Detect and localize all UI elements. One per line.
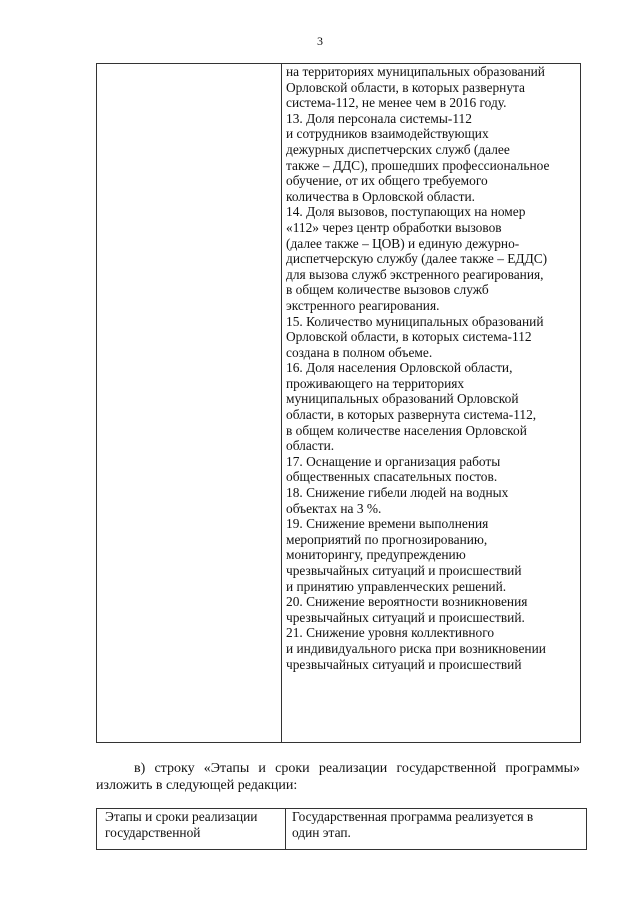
- table-row: [97, 809, 587, 850]
- page-number: 3: [317, 34, 323, 48]
- indicator-paragraph: 14. Доля вызовов, поступающих на номер «112» через центр обработки вызовов (далее также – ЦОВ) и единую дежурно- диспетчерскую службу (далее также – ЕДДС) для вызова служб экстренного реагирования, в общем количестве вызовов служб экстренного реагирования.: [286, 204, 548, 313]
- amendment-intro-text: в) строку «Этапы и сроки реализации государственной программы» изложить в следующей редакции:: [96, 761, 580, 793]
- indicator-paragraph: 13. Доля персонала системы-112 и сотрудников взаимодействующих дежурных диспетчерских служб (далее также – ДДС), прошедших профессиональное обучение, от их общего требуемого количества в Орловской области.: [286, 110, 550, 204]
- stages-label: Этапы и сроки реализации государственной: [105, 809, 258, 840]
- indicator-paragraph: 15. Количество муниципальных образований Орловской области, в которых система-112 создана в полном объеме.: [286, 313, 544, 360]
- table-cell-left: [97, 64, 282, 743]
- indicator-paragraph: на территориях муниципальных образований Орловской области, в которых развернута система-112, не менее чем в 2016 году.: [286, 64, 545, 111]
- indicator-paragraph: 21. Снижение уровня коллективного и индивидуального риска при возникновении чрезвычайных ситуаций и происшествий: [286, 625, 546, 672]
- stages-label-cell: [97, 809, 286, 850]
- table-row: [97, 64, 581, 743]
- indicator-paragraph: 19. Снижение времени выполнения мероприятий по прогнозированию, мониторингу, предупреждению чрезвычайных ситуаций и происшествий и принятию управленческих решений.: [286, 516, 522, 594]
- indicator-paragraph: 18. Снижение гибели людей на водных объектах на 3 %.: [286, 485, 509, 516]
- indicator-paragraph: 17. Оснащение и организация работы общественных спасательных постов.: [286, 453, 501, 485]
- indicator-paragraph: 16. Доля населения Орловской области, проживающего на территориях муниципальных образований Орловской области, в которых развернута система-112, в общем количестве населения Орловской области.: [286, 360, 537, 454]
- stages-value-cell: [286, 809, 587, 850]
- program-table: [96, 63, 581, 743]
- stages-table: [96, 808, 587, 850]
- table-cell-right: [282, 64, 581, 743]
- indicator-paragraph: 20. Снижение вероятности возникновения чрезвычайных ситуаций и происшествий.: [286, 594, 528, 625]
- stages-value: Государственная программа реализуется в один этап.: [292, 809, 534, 840]
